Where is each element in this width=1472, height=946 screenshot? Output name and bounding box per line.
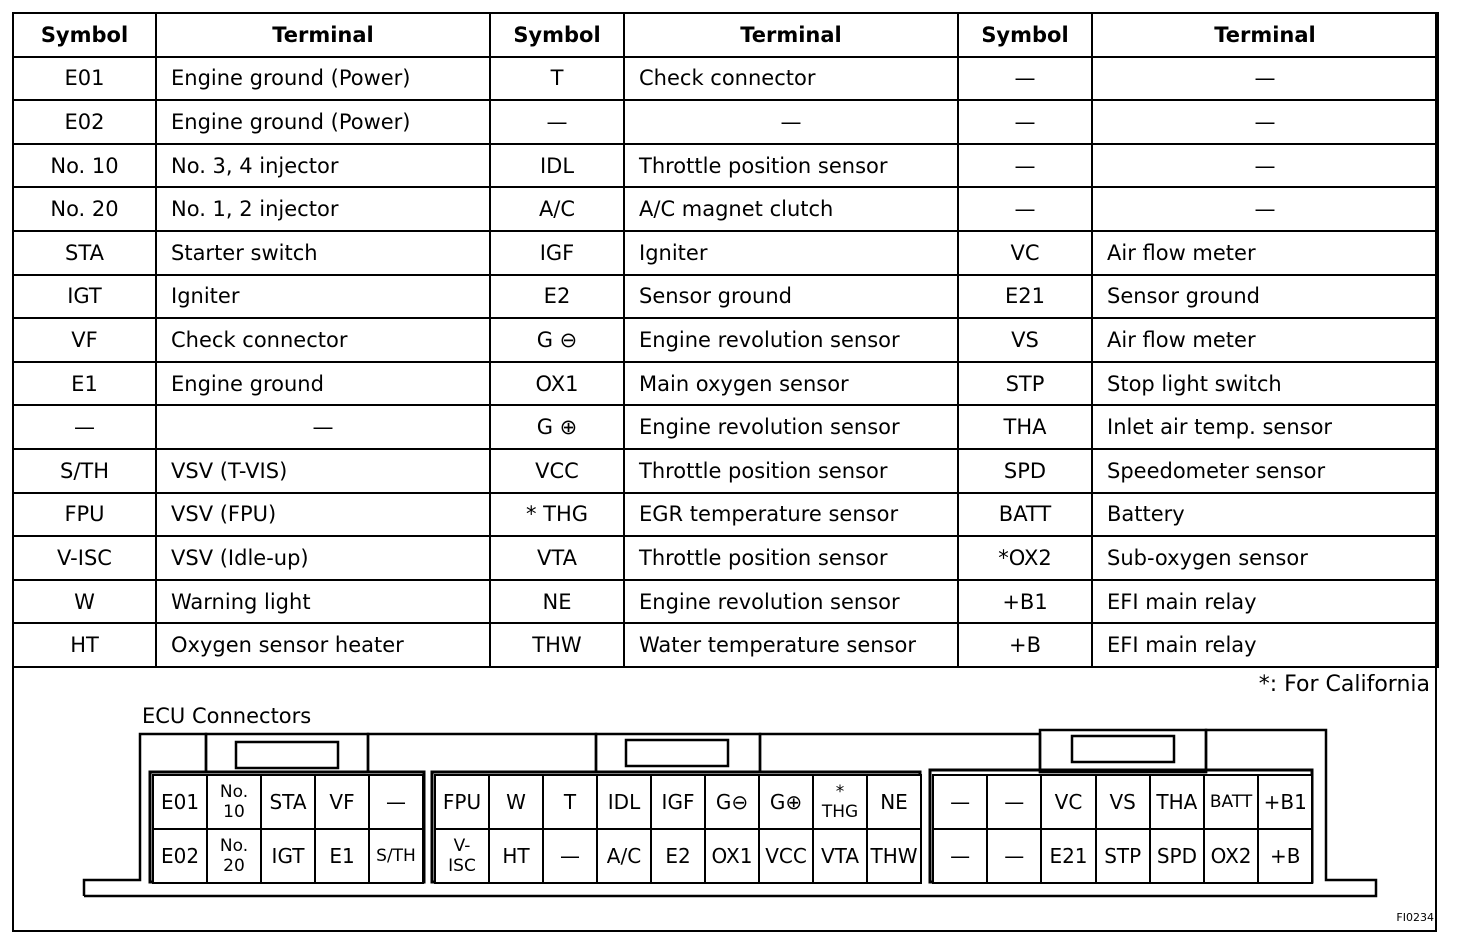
- symbol-cell: STA: [13, 231, 156, 275]
- connector-pin: W: [488, 774, 544, 830]
- symbol-cell: VC: [958, 231, 1092, 275]
- terminal-cell: Throttle position sensor: [624, 449, 958, 493]
- terminal-cell: —: [1092, 57, 1438, 101]
- symbol-cell: THW: [490, 623, 624, 667]
- terminal-cell: A/C magnet clutch: [624, 187, 958, 231]
- header-symbol: Symbol: [958, 13, 1092, 57]
- terminal-cell: —: [624, 100, 958, 144]
- symbol-cell: No. 10: [13, 144, 156, 188]
- connector-pin: * THG: [812, 774, 868, 830]
- symbol-cell: S/TH: [13, 449, 156, 493]
- connector-pin: STP: [1095, 828, 1151, 884]
- connector-pin: G⊖: [704, 774, 760, 830]
- connector-pin: E21: [1040, 828, 1096, 884]
- terminal-cell: Stop light switch: [1092, 362, 1438, 406]
- symbol-cell: E21: [958, 275, 1092, 319]
- terminal-cell: Check connector: [624, 57, 958, 101]
- symbol-cell: SPD: [958, 449, 1092, 493]
- terminal-cell: Engine revolution sensor: [624, 405, 958, 449]
- connector-pin: E02: [152, 828, 208, 884]
- connector-pin: —: [542, 828, 598, 884]
- footnote: *: For California: [1258, 672, 1430, 697]
- symbol-cell: +B: [958, 623, 1092, 667]
- connector-pin: BATT: [1203, 774, 1259, 830]
- connector-pin: IGT: [260, 828, 316, 884]
- connector-pin: No. 20: [206, 828, 262, 884]
- connector-pin: +B1: [1257, 774, 1313, 830]
- symbol-cell: VTA: [490, 536, 624, 580]
- terminal-cell: No. 1, 2 injector: [156, 187, 490, 231]
- connector-pin: THW: [866, 828, 922, 884]
- symbol-cell: IGT: [13, 275, 156, 319]
- terminal-cell: Speedometer sensor: [1092, 449, 1438, 493]
- terminal-cell: Inlet air temp. sensor: [1092, 405, 1438, 449]
- symbol-cell: —: [958, 144, 1092, 188]
- symbol-cell: A/C: [490, 187, 624, 231]
- connector-pin: No. 10: [206, 774, 262, 830]
- symbol-cell: THA: [958, 405, 1092, 449]
- terminal-cell: Igniter: [624, 231, 958, 275]
- terminal-cell: EFI main relay: [1092, 580, 1438, 624]
- terminal-cell: VSV (T-VIS): [156, 449, 490, 493]
- terminal-cell: Warning light: [156, 580, 490, 624]
- figure-id: FI0234: [1396, 911, 1434, 924]
- terminal-cell: Check connector: [156, 318, 490, 362]
- symbol-cell: —: [490, 100, 624, 144]
- terminal-cell: Throttle position sensor: [624, 536, 958, 580]
- symbol-cell: * THG: [490, 493, 624, 537]
- connector-pin: HT: [488, 828, 544, 884]
- connector-pin: —: [932, 774, 988, 830]
- connector-pin: VS: [1095, 774, 1151, 830]
- terminal-cell: Water temperature sensor: [624, 623, 958, 667]
- connector-pin: E2: [650, 828, 706, 884]
- symbol-cell: No. 20: [13, 187, 156, 231]
- symbol-cell: BATT: [958, 493, 1092, 537]
- connector-pin: IGF: [650, 774, 706, 830]
- terminal-cell: Oxygen sensor heater: [156, 623, 490, 667]
- symbol-cell: T: [490, 57, 624, 101]
- terminal-cell: Engine ground (Power): [156, 100, 490, 144]
- terminal-cell: No. 3, 4 injector: [156, 144, 490, 188]
- symbol-cell: IDL: [490, 144, 624, 188]
- terminal-cell: —: [1092, 100, 1438, 144]
- terminal-cell: VSV (FPU): [156, 493, 490, 537]
- connector-pin: V- ISC: [434, 828, 490, 884]
- terminal-cell: Sensor ground: [624, 275, 958, 319]
- symbol-cell: —: [13, 405, 156, 449]
- terminal-cell: Starter switch: [156, 231, 490, 275]
- symbol-cell: —: [958, 187, 1092, 231]
- connector-pin: E01: [152, 774, 208, 830]
- header-terminal: Terminal: [624, 13, 958, 57]
- connector-pin: —: [986, 774, 1042, 830]
- terminal-cell: Battery: [1092, 493, 1438, 537]
- header-terminal: Terminal: [1092, 13, 1438, 57]
- connector-pin: STA: [260, 774, 316, 830]
- connector-pin: SPD: [1149, 828, 1205, 884]
- symbol-cell: HT: [13, 623, 156, 667]
- symbol-cell: OX1: [490, 362, 624, 406]
- symbol-cell: STP: [958, 362, 1092, 406]
- terminal-cell: Sensor ground: [1092, 275, 1438, 319]
- terminal-cell: —: [156, 405, 490, 449]
- connector-pin: THA: [1149, 774, 1205, 830]
- terminal-cell: Engine revolution sensor: [624, 580, 958, 624]
- terminal-cell: EGR temperature sensor: [624, 493, 958, 537]
- connector-pin: OX1: [704, 828, 760, 884]
- terminal-cell: Engine revolution sensor: [624, 318, 958, 362]
- terminal-cell: Engine ground: [156, 362, 490, 406]
- terminal-cell: —: [1092, 187, 1438, 231]
- symbol-cell: —: [958, 57, 1092, 101]
- terminal-cell: EFI main relay: [1092, 623, 1438, 667]
- symbol-cell: E2: [490, 275, 624, 319]
- connector-pin: G⊕: [758, 774, 814, 830]
- symbol-cell: NE: [490, 580, 624, 624]
- terminal-cell: Sub-oxygen sensor: [1092, 536, 1438, 580]
- terminal-cell: Air flow meter: [1092, 318, 1438, 362]
- symbol-cell: E02: [13, 100, 156, 144]
- connector-pin: VC: [1040, 774, 1096, 830]
- connector-pin: VF: [314, 774, 370, 830]
- header-symbol: Symbol: [490, 13, 624, 57]
- symbol-cell: W: [13, 580, 156, 624]
- terminal-cell: Engine ground (Power): [156, 57, 490, 101]
- symbol-cell: IGF: [490, 231, 624, 275]
- symbol-cell: G ⊖: [490, 318, 624, 362]
- terminal-cell: Igniter: [156, 275, 490, 319]
- connector-pin: E1: [314, 828, 370, 884]
- connector-pin: NE: [866, 774, 922, 830]
- ecu-connectors-title: ECU Connectors: [142, 704, 312, 728]
- terminal-cell: Throttle position sensor: [624, 144, 958, 188]
- connector-pin: FPU: [434, 774, 490, 830]
- header-terminal: Terminal: [156, 13, 490, 57]
- symbol-cell: +B1: [958, 580, 1092, 624]
- symbol-cell: FPU: [13, 493, 156, 537]
- connector-pin: —: [986, 828, 1042, 884]
- terminal-cell: VSV (Idle-up): [156, 536, 490, 580]
- connector-pin: S/TH: [368, 828, 424, 884]
- symbol-cell: E01: [13, 57, 156, 101]
- connector-pin: —: [932, 828, 988, 884]
- terminal-cell: —: [1092, 144, 1438, 188]
- connector-pin: VCC: [758, 828, 814, 884]
- symbol-cell: —: [958, 100, 1092, 144]
- symbol-cell: VS: [958, 318, 1092, 362]
- symbol-cell: V-ISC: [13, 536, 156, 580]
- symbol-cell: VCC: [490, 449, 624, 493]
- symbol-cell: *OX2: [958, 536, 1092, 580]
- symbol-cell: E1: [13, 362, 156, 406]
- terminal-cell: Air flow meter: [1092, 231, 1438, 275]
- connector-pin: OX2: [1203, 828, 1259, 884]
- connector-pin: +B: [1257, 828, 1313, 884]
- connector-pin: T: [542, 774, 598, 830]
- symbol-cell: G ⊕: [490, 405, 624, 449]
- terminal-cell: Main oxygen sensor: [624, 362, 958, 406]
- connector-pin: A/C: [596, 828, 652, 884]
- symbol-cell: VF: [13, 318, 156, 362]
- connector-pin: VTA: [812, 828, 868, 884]
- connector-pin: IDL: [596, 774, 652, 830]
- header-symbol: Symbol: [13, 13, 156, 57]
- connector-pin: —: [368, 774, 424, 830]
